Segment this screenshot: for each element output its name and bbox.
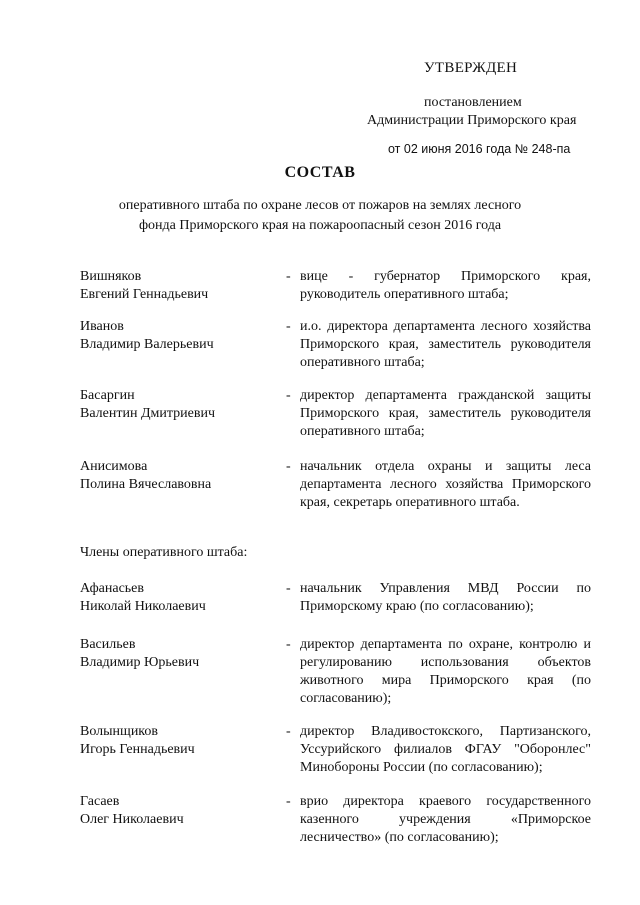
document-title: СОСТАВ xyxy=(284,164,356,181)
person-role: врио директора краевого государственного казенного учреждения «Приморское лесничество» (по согласованию); xyxy=(300,794,591,845)
person-role: начальник отдела охраны и защиты леса департамента лесного хозяйства Приморского края, секретарь оперативного штаба. xyxy=(300,459,591,510)
decree-label: постановлением xyxy=(424,95,522,110)
person-name xyxy=(80,387,286,458)
person-given-name: Игорь Геннадьевич xyxy=(80,742,195,757)
decree-authority: Администрации Приморского края xyxy=(367,113,577,128)
person-surname: Вишняков xyxy=(80,269,142,284)
person-surname: Басаргин xyxy=(80,388,135,403)
person-name xyxy=(80,793,286,853)
person-given-name: Владимир Валерьевич xyxy=(80,337,214,352)
staff-entry xyxy=(80,793,592,853)
staff-list xyxy=(80,268,592,853)
staff-entry xyxy=(80,458,592,544)
person-name xyxy=(80,268,286,318)
person-role: начальник Управления МВД России по Приморскому краю (по согласованию); xyxy=(300,581,591,614)
staff-entry xyxy=(80,636,592,723)
staff-entry xyxy=(80,580,592,636)
decree-date: от 02 июня 2016 года № 248-па xyxy=(388,142,571,156)
person-name xyxy=(80,318,286,387)
person-given-name: Владимир Юрьевич xyxy=(80,655,200,670)
separator-dash: - xyxy=(286,794,291,809)
document-subtitle xyxy=(80,196,560,236)
separator-dash: - xyxy=(286,269,291,284)
person-name xyxy=(80,723,286,793)
subtitle-line-2: фонда Приморского края на пожароопасный сезон 2016 года xyxy=(138,218,502,233)
person-role: директор департамента по охране, контролю и регулированию использования объектов животного мира Приморского края (по согласованию); xyxy=(300,637,591,706)
person-name xyxy=(80,636,286,723)
separator-dash: - xyxy=(286,388,291,403)
members-section-label: Члены оперативного штаба: xyxy=(80,545,248,560)
staff-entry xyxy=(80,318,592,387)
person-surname: Афанасьев xyxy=(80,581,144,596)
person-given-name: Олег Николаевич xyxy=(80,812,184,827)
person-given-name: Евгений Геннадьевич xyxy=(80,287,209,302)
person-surname: Иванов xyxy=(80,319,124,334)
person-surname: Васильев xyxy=(80,637,136,652)
person-given-name: Полина Вячеславовна xyxy=(80,477,212,492)
separator-dash: - xyxy=(286,459,291,474)
person-surname: Гасаев xyxy=(80,794,120,809)
separator-dash: - xyxy=(286,319,291,334)
subtitle-line-1: оперативного штаба по охране лесов от пожаров на землях лесного xyxy=(118,198,522,213)
person-given-name: Валентин Дмитриевич xyxy=(80,406,216,421)
staff-entry xyxy=(80,723,592,793)
separator-dash: - xyxy=(286,724,291,739)
staff-entry xyxy=(80,268,592,318)
person-role: вице - губернатор Приморского края, руководитель оперативного штаба; xyxy=(300,269,591,302)
separator-dash: - xyxy=(286,637,291,652)
person-role: директор Владивостокского, Партизанского, Уссурийского филиалов ФГАУ "Оборонлес" Минобороны России (по согласованию); xyxy=(300,724,591,775)
person-surname: Волынщиков xyxy=(80,724,159,739)
approved-label: УТВЕРЖДЕН xyxy=(424,60,518,76)
person-name xyxy=(80,458,286,544)
person-name xyxy=(80,580,286,636)
person-surname: Анисимова xyxy=(80,459,148,474)
person-role: и.о. директора департамента лесного хозяйства Приморского края, заместитель руководителя оперативного штаба; xyxy=(300,319,591,370)
separator-dash: - xyxy=(286,581,291,596)
person-role: директор департамента гражданской защиты Приморского края, заместитель руководителя оперативного штаба; xyxy=(300,388,591,439)
staff-entry xyxy=(80,387,592,458)
person-given-name: Николай Николаевич xyxy=(80,599,206,614)
